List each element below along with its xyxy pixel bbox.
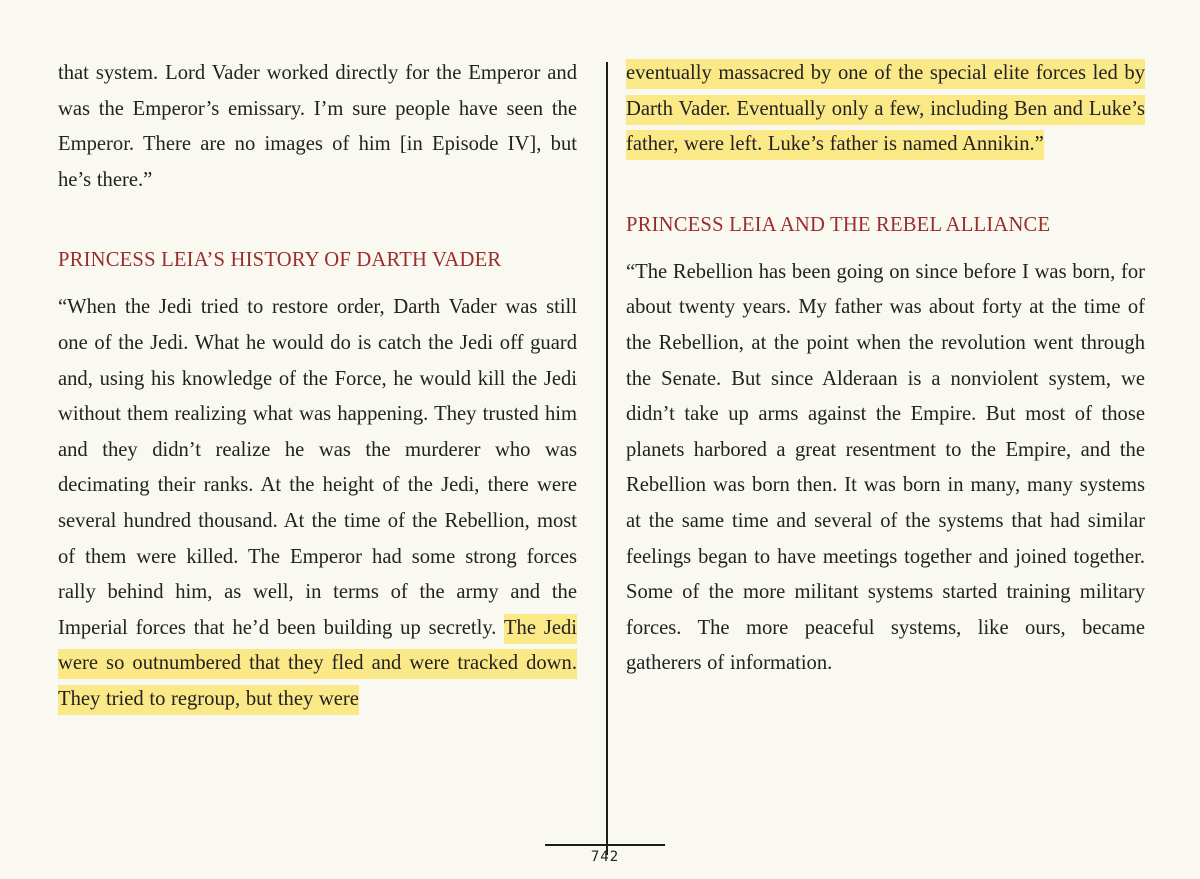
left-main-paragraph — [58, 290, 577, 717]
left-top-paragraph: that system. Lord Vader worked directly for the Emperor and was the Emperor’s emissary. I’m sure people have seen the Emperor. There are no images of him [in Episode IV], but he’s there.” — [58, 62, 577, 191]
left-column — [58, 56, 577, 718]
left-main-text: “When the Jedi tried to restore order, Darth Vader was still one of the Jedi. What he would do is catch the Jedi off guard and, using his knowledge of the Force, he would kill the Jedi without them realizing what was happening. They trusted him and they didn’t realize he was the murderer who was decimating their ranks. At the height of the Jedi, there were several hundred thousand. At the time of the Rebellion, most of them were killed. The Emperor had some strong forces rally behind him, as well, in terms of the army and the Imperial forces that he’d been building up secretly. — [58, 296, 577, 639]
right-top-paragraph — [626, 56, 1145, 163]
page-number: 742 — [590, 849, 620, 865]
right-highlighted-text: eventually massacred by one of the special elite forces led by Darth Vader. Eventually only a few, including Ben and Luke’s father, were left. Luke’s father is named Annikin.” — [626, 59, 1145, 160]
right-section-heading: PRINCESS LEIA AND THE REBEL ALLIANCE — [626, 213, 1051, 236]
column-divider — [606, 62, 608, 855]
footer-rule — [545, 844, 665, 846]
right-main-paragraph: “The Rebellion has been going on since before I was born, for about twenty years. My father was about forty at the time of the Rebellion, at the point when the revolution went through the Senate. But since Alderaan is a nonviolent system, we didn’t take up arms against the Empire. But most of those planets harbored a great resentment to the Empire, and the Rebellion was born then. It was born in many, many systems at the same time and several of the systems that had similar feelings began to have meetings together and joined together. Some of the more militant systems started training military forces. The more peaceful systems, like ours, became gatherers of information. — [626, 260, 1145, 675]
left-section-heading: PRINCESS LEIA’S HISTORY OF DARTH VADER — [58, 249, 502, 272]
left-highlighted-text: The Jedi were so outnumbered that they fled and were tracked down. They tried to regroup, but they were — [58, 614, 577, 715]
right-column — [626, 56, 1145, 682]
